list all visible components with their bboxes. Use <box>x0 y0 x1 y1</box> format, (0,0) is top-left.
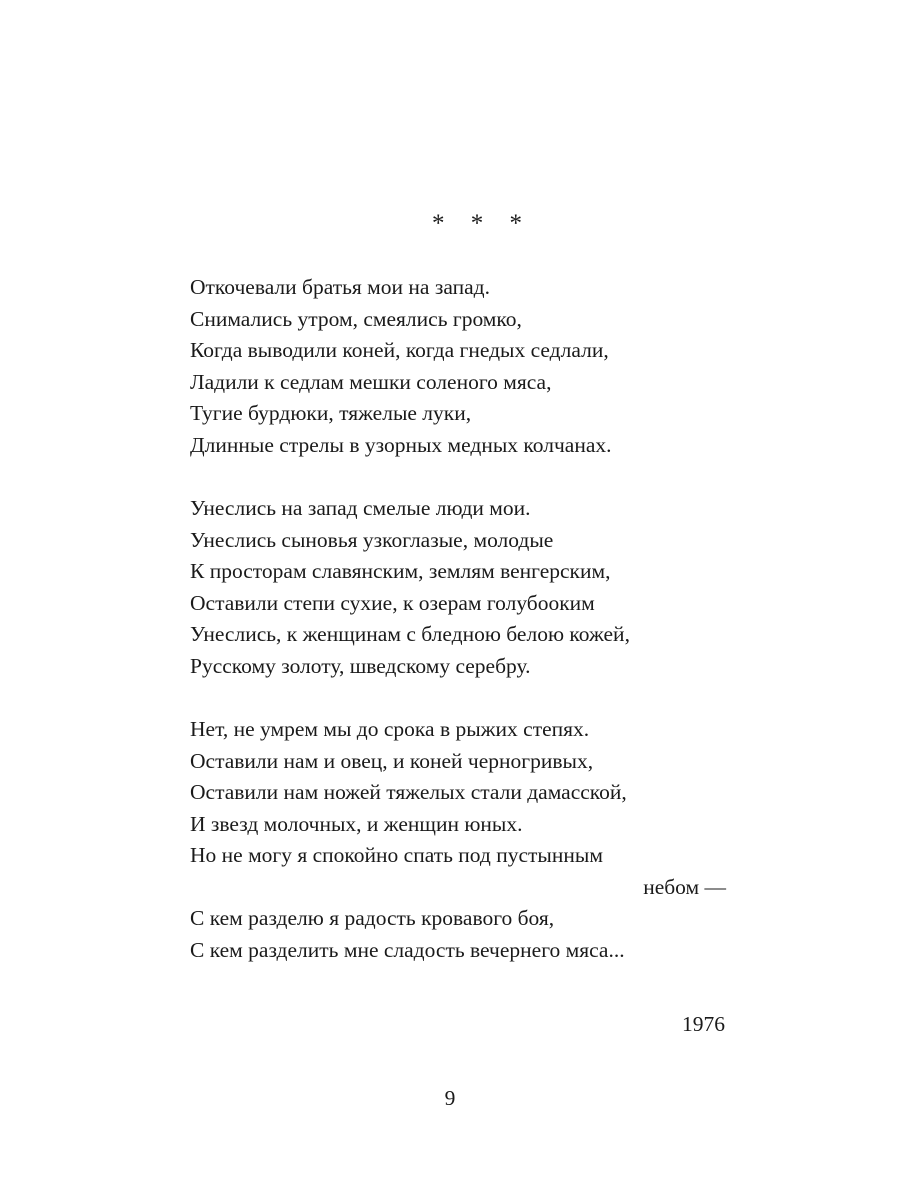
poem-line: Ладили к седлам мешки соленого мяса, <box>190 369 552 394</box>
poem-line: С кем разделить мне сладость вечернего мяса... <box>190 937 625 962</box>
poem-line: С кем разделю я радость кровавого боя, <box>190 906 555 930</box>
poem-line: Когда выводили коней, когда гнедых седлали, <box>190 338 609 362</box>
stanza-2 <box>190 493 730 682</box>
poem-line: К просторам славянским, землям венгерским, <box>190 559 611 583</box>
poem-line: И звезд молочных, и женщин юных. <box>190 811 523 836</box>
poem-line: Оставили нам ножей тяжелых стали дамасской, <box>190 780 627 804</box>
poem-line: Русскому золоту, шведскому серебру. <box>190 653 531 678</box>
stanza-3 <box>190 714 730 966</box>
poem-line: Длинные стрелы в узорных медных колчанах. <box>190 432 612 457</box>
poem-separator: * * * <box>432 210 532 237</box>
poem-line: Унеслись на запад смелые люди мои. <box>190 496 531 520</box>
poem-line: Оставили степи сухие, к озерам голубооким <box>190 590 595 615</box>
poem-line: Унеслись сыновья узкоглазые, молодые <box>190 527 554 552</box>
poem-line: Тугие бурдюки, тяжелые луки, <box>190 401 472 425</box>
poem-line: Снимались утром, смеялись громко, <box>190 306 522 331</box>
poem-line-runover: небом — <box>643 874 726 899</box>
poem-year: 1976 <box>682 1012 725 1036</box>
poem-line: Но не могу я спокойно спать под пустынным <box>190 843 603 867</box>
poem-line: Нет, не умрем мы до срока в рыжих степях. <box>190 717 590 741</box>
stanza-1 <box>190 272 730 461</box>
poem-line: Оставили нам и овец, и коней черногривых, <box>190 748 594 773</box>
poem-body <box>190 210 730 966</box>
poem-line: Унеслись, к женщинам с бледною белою кожей, <box>190 622 630 646</box>
page-number: 9 <box>444 1086 456 1110</box>
poem-line: Откочевали братья мои на запад. <box>190 275 490 299</box>
